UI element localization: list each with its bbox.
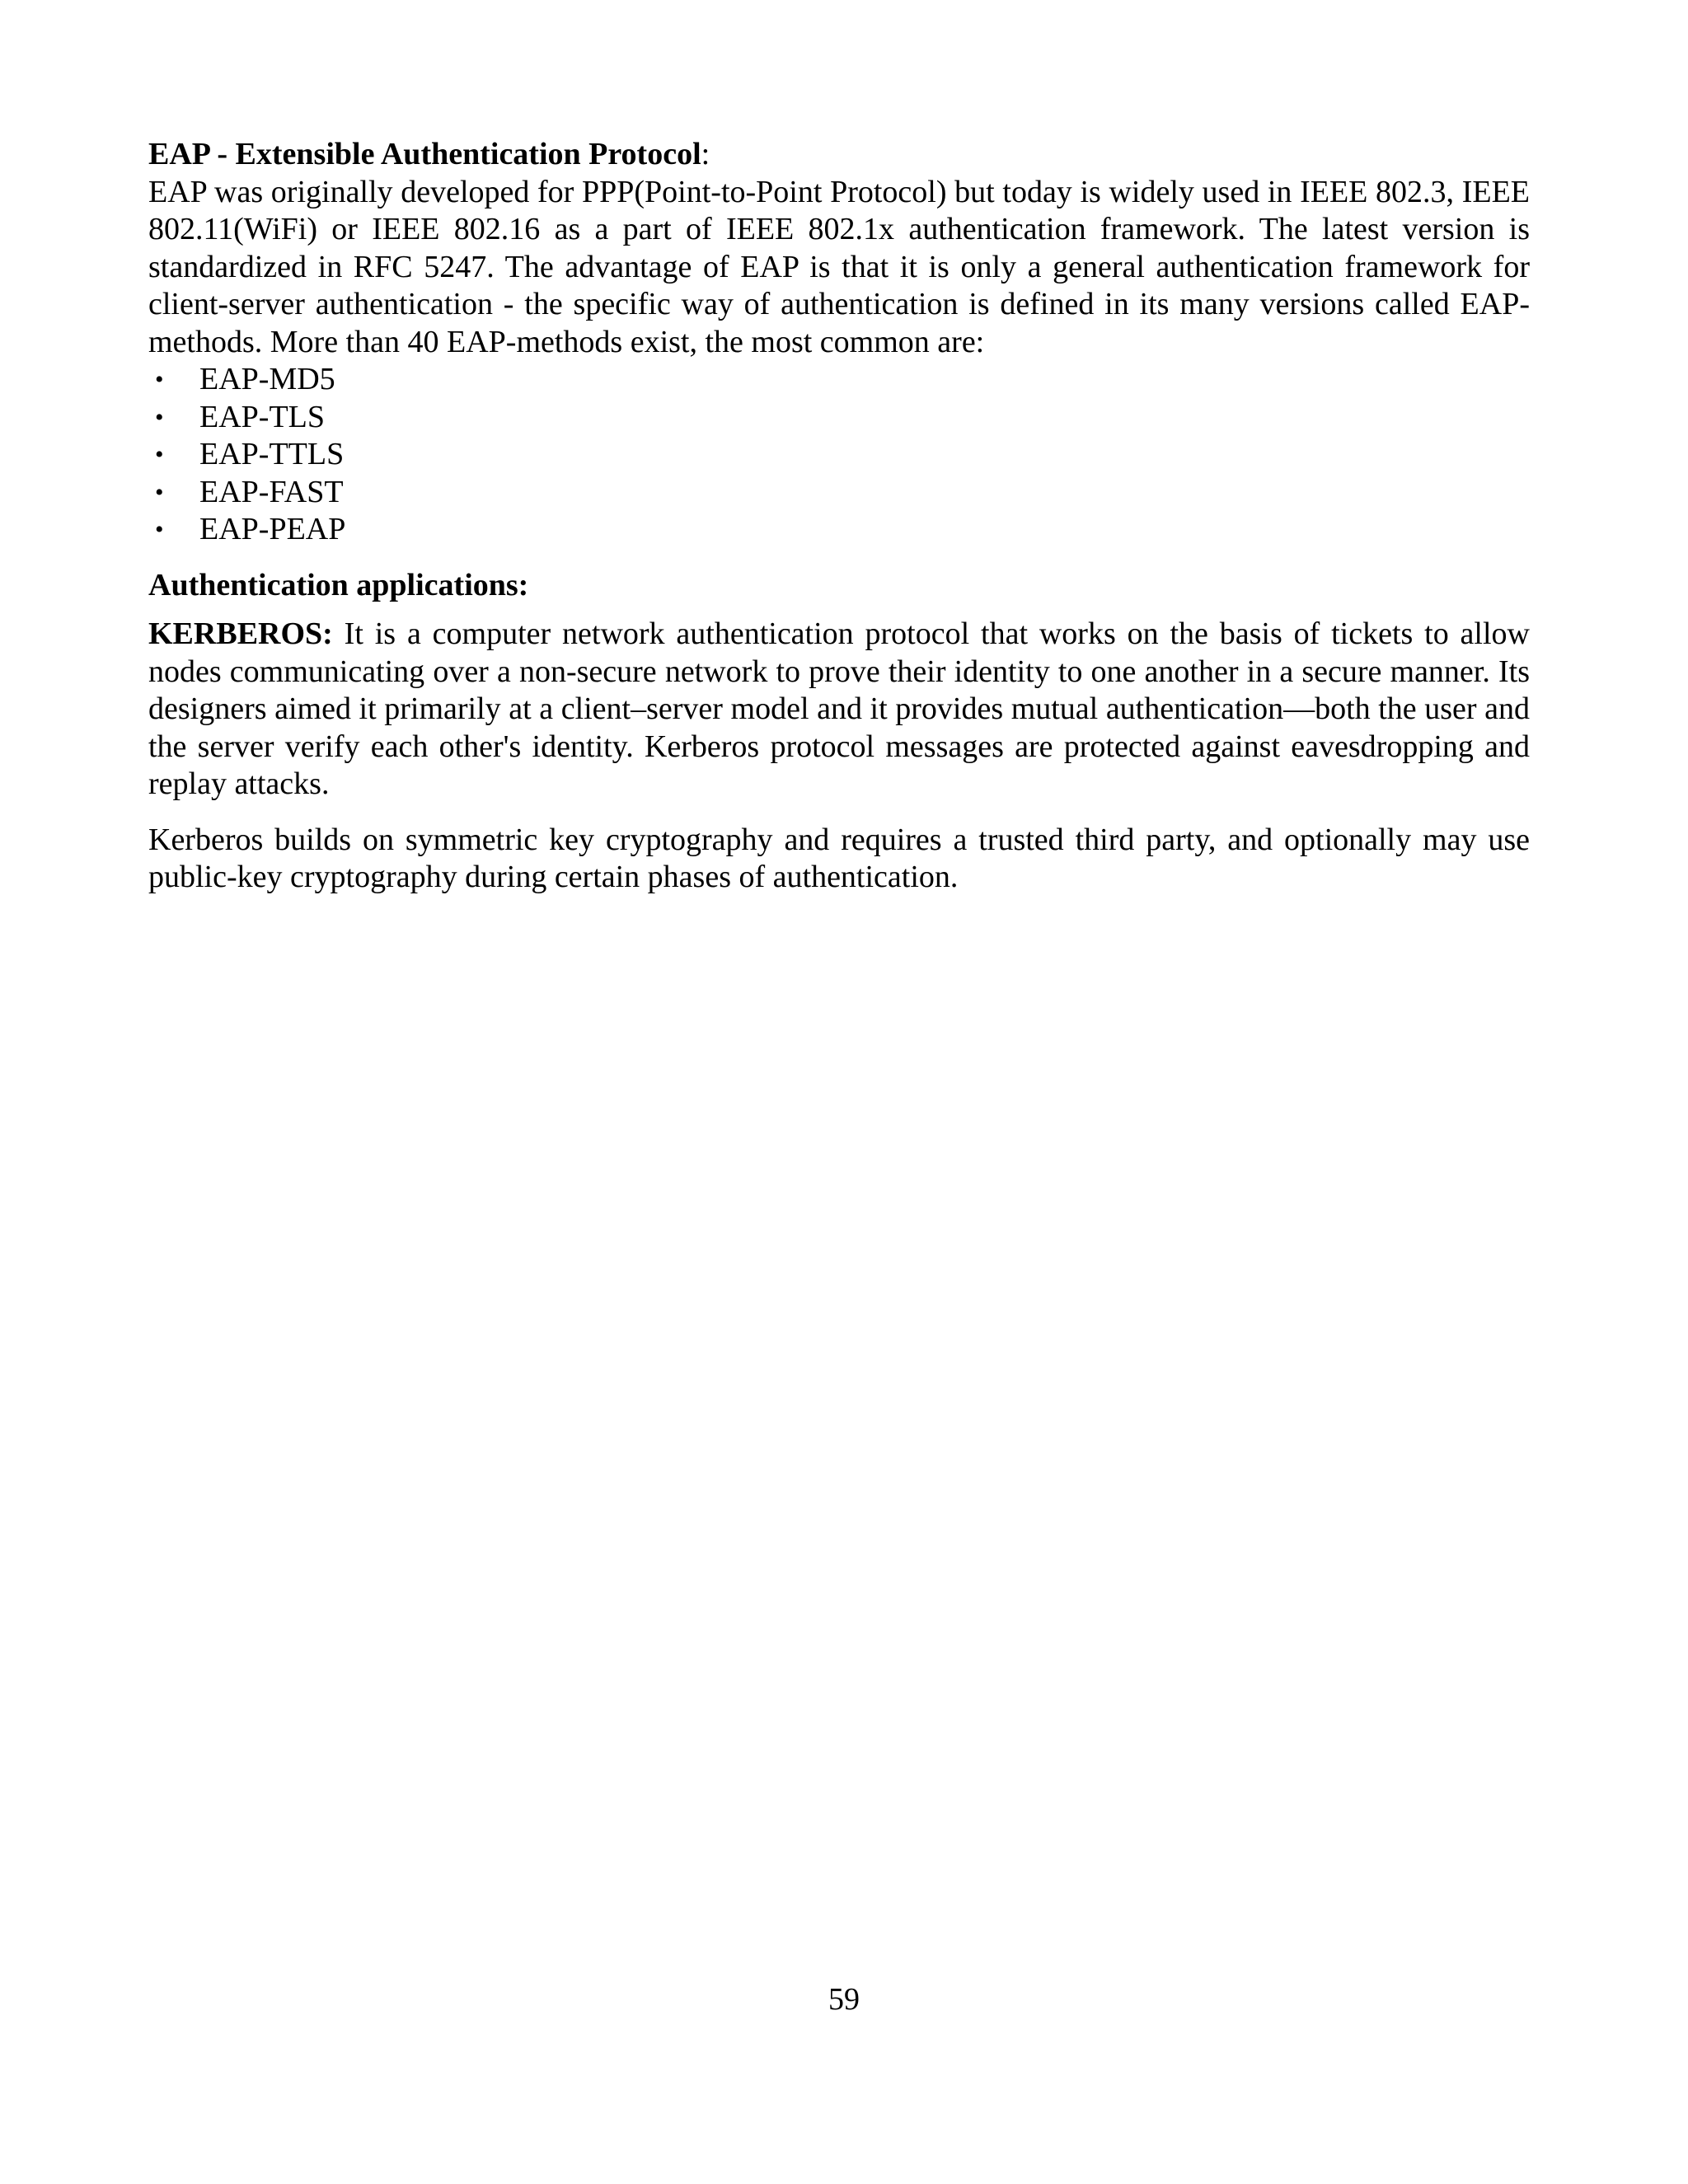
eap-heading-colon: : [701, 137, 710, 171]
kerberos-paragraph-2: Kerberos builds on symmetric key cryptography and requires a trusted third party, and optionally may use public-key cryptography during certain phases of authentication. [148, 822, 1530, 894]
kerberos-text: It is a computer network authentication protocol that works on the basis of tickets to allow nodes communicating over a non-secure network to prove their identity to one another in a secure manner. Its designers aimed it primarily at a client–server model and it provides mutual authentication—both the user and the server verify each other's identity. Kerberos protocol messages are protected against eavesdropping and replay attacks. [148, 616, 1530, 801]
list-item [148, 361, 1530, 399]
bullet-icon: • [155, 441, 164, 468]
list-item-label: EAP-PEAP [199, 512, 346, 546]
list-item [148, 436, 1530, 474]
kerberos-paragraph [148, 616, 1530, 804]
kerberos-label: KERBEROS: [148, 616, 333, 651]
list-item-label: EAP-MD5 [199, 362, 335, 396]
auth-applications-section [148, 567, 1530, 897]
auth-applications-heading: Authentication applications: [148, 567, 529, 602]
eap-methods-list [148, 361, 1530, 549]
bullet-icon: • [155, 516, 164, 543]
eap-paragraph: EAP was originally developed for PPP(Point-to-Point Protocol) but today is widely used in IEEE 802.3, IEEE 802.11(WiFi) or IEEE 802.16 as a part of IEEE 802.1x authentication framework. The latest version is standardized in RFC 5247. The advantage of EAP is that it is only a general authentication framework for client-server authentication - the specific way of authentication is defined in its many versions called EAP-methods. More than 40 EAP-methods exist, the most common are: [148, 174, 1530, 359]
list-item-label: EAP-TTLS [199, 437, 345, 471]
eap-heading [148, 136, 1530, 174]
page-number: 59 [828, 1982, 860, 2017]
list-item-label: EAP-FAST [199, 474, 344, 509]
list-item [148, 474, 1530, 512]
document-page [148, 136, 1530, 897]
list-item [148, 399, 1530, 437]
bullet-icon: • [155, 478, 164, 506]
list-item-label: EAP-TLS [199, 399, 325, 434]
bullet-icon: • [155, 366, 164, 393]
bullet-icon: • [155, 403, 164, 431]
list-item [148, 511, 1530, 549]
eap-heading-title: EAP - Extensible Authentication Protocol [148, 137, 701, 171]
